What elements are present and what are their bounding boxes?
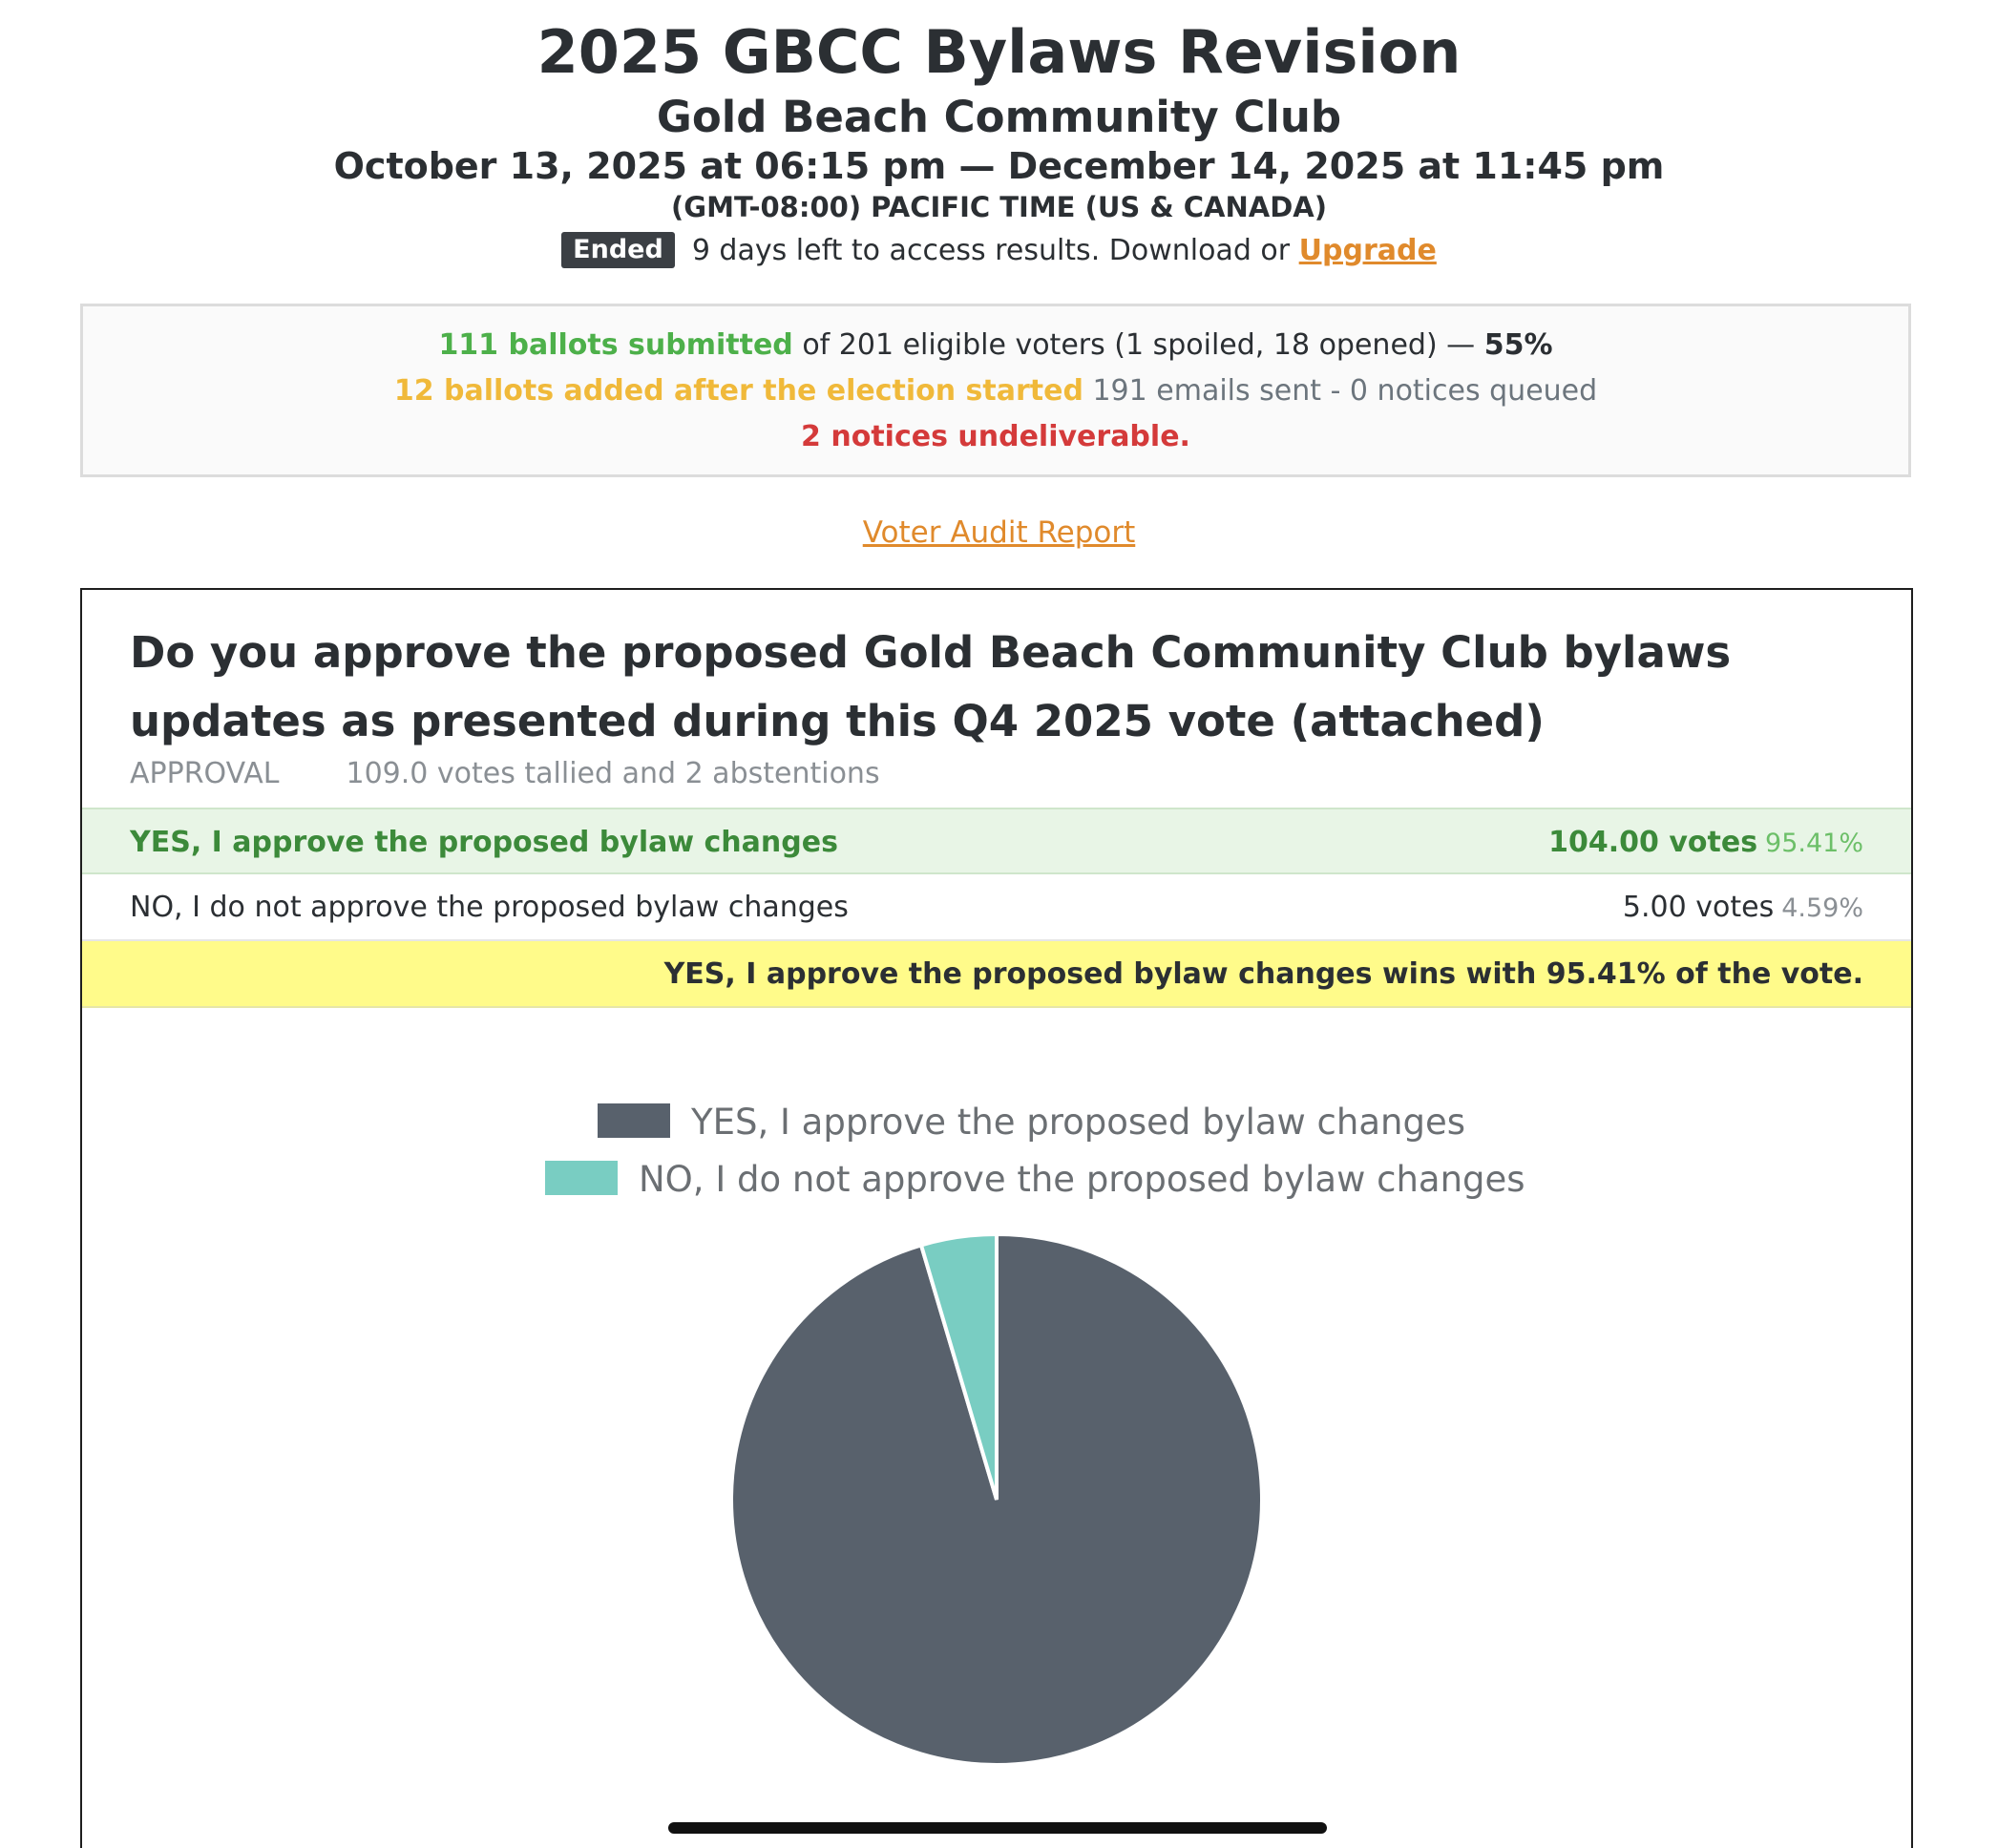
organization-name: Gold Beach Community Club [656,92,1342,142]
voter-audit-report-link[interactable]: Voter Audit Report [862,515,1136,550]
election-date-range: October 13, 2025 at 06:15 pm — December 14, 2025 at 11:45 pm [333,145,1665,187]
question-title: Do you approve the proposed Gold Beach Community Club bylaws updates as presented during this Q4 2025 vote (attached) [130,627,1732,746]
question-result-card [80,588,1913,1848]
eligible-voters-text: of 201 eligible voters (1 spoiled, 18 opened) — [792,328,1484,362]
legend-label[interactable]: YES, I approve the proposed bylaw changes [691,1102,1465,1143]
legend-swatch[interactable] [545,1161,618,1195]
option-label: YES, I approve the proposed bylaw changes [130,826,838,859]
votes-tallied: 109.0 votes tallied and 2 abstentions [346,757,880,790]
status-line [0,232,1998,268]
summary-line-added [83,374,1908,408]
summary-line-undeliverable [83,420,1908,453]
option-percent: 95.41% [1765,829,1863,858]
option-vote-count: 5.00 votes [1622,891,1775,924]
option-percent: 4.59% [1781,893,1863,923]
winner-text: YES, I approve the proposed bylaw changes wins with 95.41% of the vote. [663,957,1863,991]
question-type: APPROVAL [130,757,280,790]
upgrade-link[interactable]: Upgrade [1298,234,1437,267]
legend-swatch[interactable] [598,1103,670,1138]
access-notice: 9 days left to access results. Download or [691,234,1299,267]
option-label: NO, I do not approve the proposed bylaw changes [130,891,849,924]
emails-sent-text: 191 emails sent - 0 notices queued [1083,374,1598,408]
ballots-added: 12 ballots added after the election started [393,374,1083,408]
audit-link-row [0,515,1998,550]
ballots-submitted: 111 ballots submitted [438,328,793,362]
undeliverable-notices: 2 notices undeliverable. [801,420,1190,453]
legend-label[interactable]: NO, I do not approve the proposed bylaw changes [639,1159,1525,1200]
status-badge: Ended [561,232,675,268]
turnout-percent: 55% [1483,328,1553,362]
summary-line-ballots [83,328,1908,362]
home-indicator [668,1822,1327,1834]
option-vote-count: 104.00 votes [1548,826,1758,859]
ballot-summary-box [80,304,1911,477]
timezone-label: (GMT-08:00) PACIFIC TIME (US & CANADA) [671,191,1327,223]
election-title: 2025 GBCC Bylaws Revision [536,17,1462,87]
results-pie-chart [82,590,1911,1848]
